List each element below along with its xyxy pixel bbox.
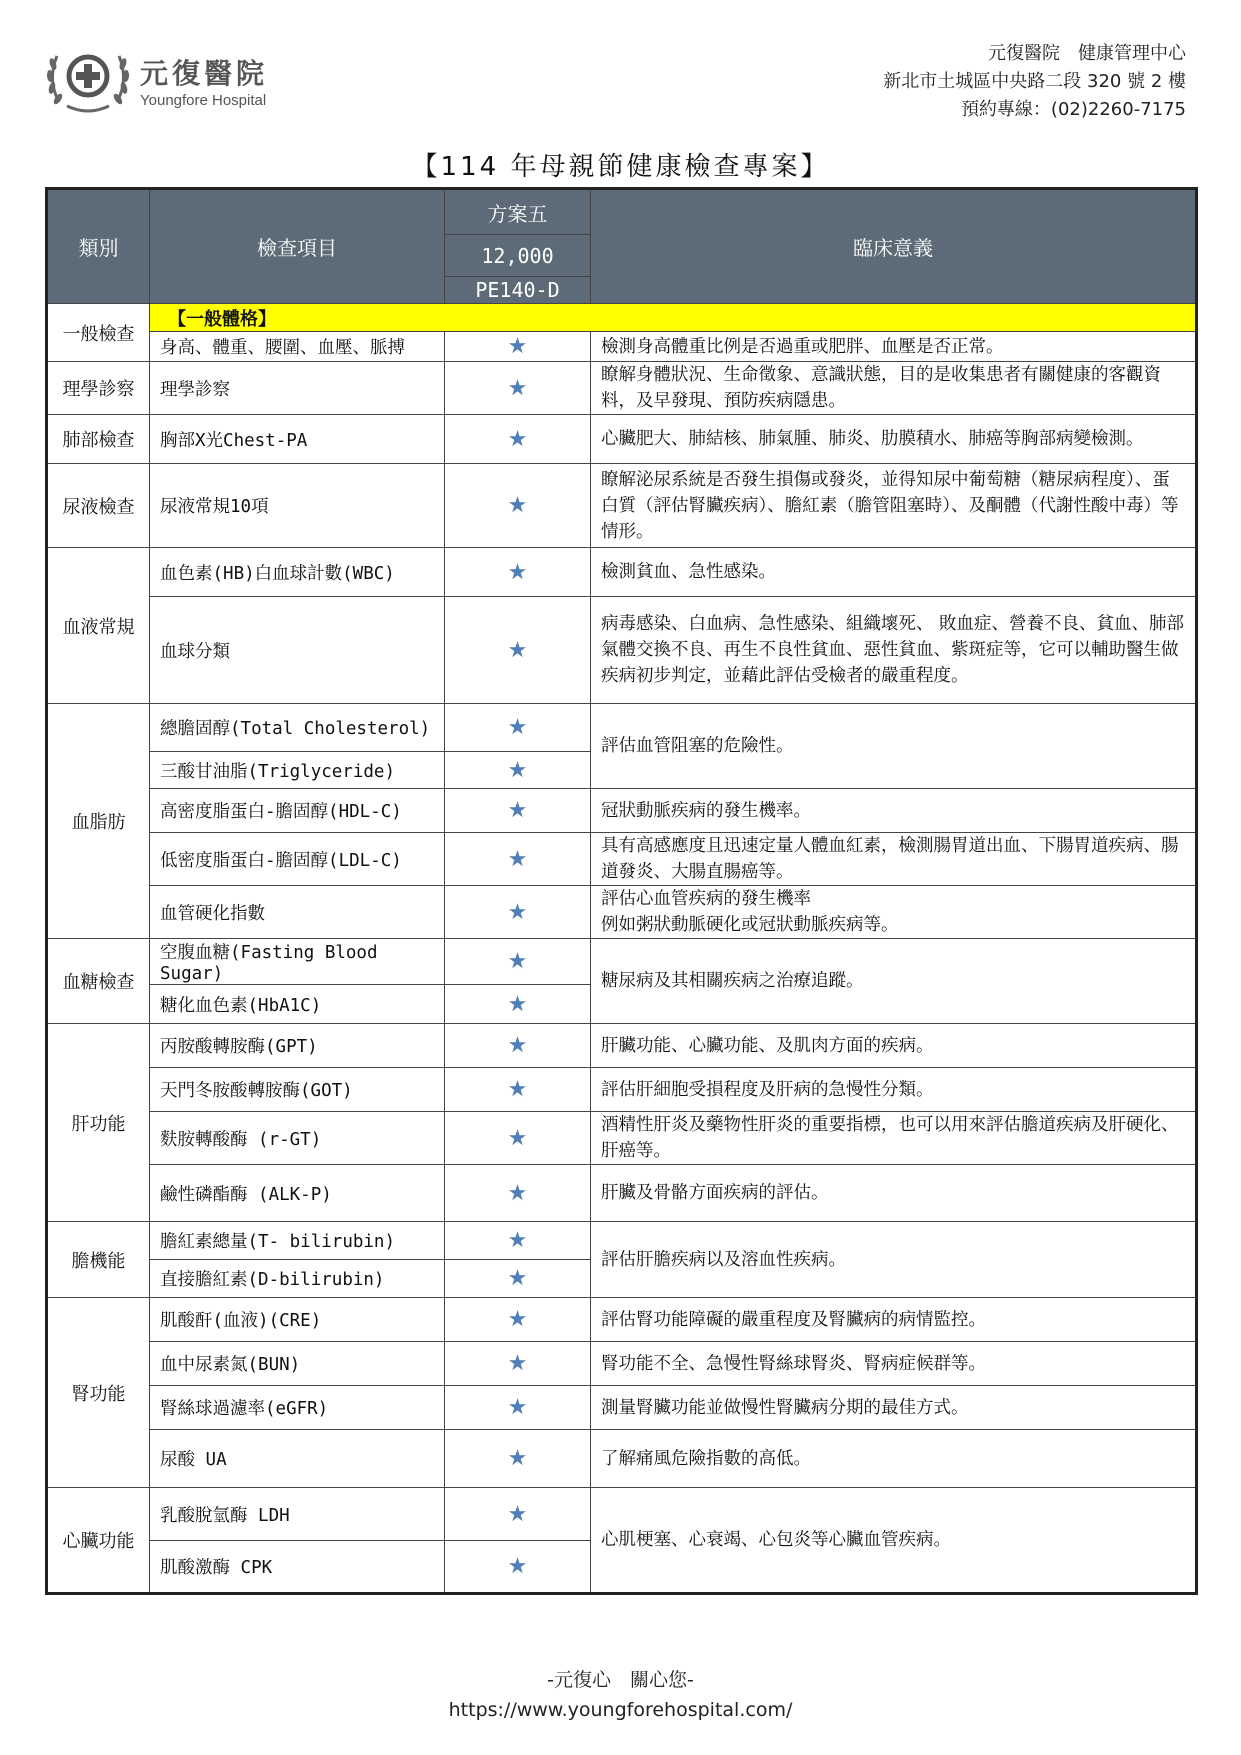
included-star-icon: ★ (445, 464, 591, 548)
header-plan-name: 方案五 (445, 189, 591, 235)
included-star-icon: ★ (445, 332, 591, 362)
included-star-icon: ★ (445, 1024, 591, 1068)
table-row (47, 1342, 1197, 1386)
included-star-icon: ★ (445, 704, 591, 752)
table-header-row (47, 189, 1197, 235)
item-cell: 三酸甘油脂(Triglyceride) (150, 752, 445, 789)
hospital-emblem-icon (45, 44, 131, 114)
item-cell: 天門冬胺酸轉胺酶(GOT) (150, 1068, 445, 1112)
included-star-icon: ★ (445, 752, 591, 789)
item-cell: 血中尿素氮(BUN) (150, 1342, 445, 1386)
category-cell: 尿液檢查 (47, 464, 150, 548)
meaning-cell: 糖尿病及其相關疾病之治療追蹤。 (591, 939, 1197, 1024)
included-star-icon: ★ (445, 548, 591, 597)
table-row (47, 1298, 1197, 1342)
included-star-icon: ★ (445, 1541, 591, 1594)
included-star-icon: ★ (445, 597, 591, 704)
category-cell: 血脂肪 (47, 704, 150, 939)
hospital-name-en: Youngfore Hospital (140, 92, 267, 109)
table-row (47, 704, 1197, 752)
header-plan-price: 12,000 (445, 235, 591, 277)
meaning-cell: 評估肝細胞受損程度及肝病的急慢性分類。 (591, 1068, 1197, 1112)
table-row (47, 415, 1197, 464)
contact-line-dept: 元復醫院 健康管理中心 (988, 43, 1186, 64)
category-cell: 血糖檢查 (47, 939, 150, 1024)
included-star-icon: ★ (445, 362, 591, 415)
table-row (47, 833, 1197, 886)
meaning-cell: 檢測貧血、急性感染。 (591, 548, 1197, 597)
meaning-cell: 評估腎功能障礙的嚴重程度及腎臟病的病情監控。 (591, 1298, 1197, 1342)
meaning-cell: 肝臟功能、心臟功能、及肌肉方面的疾病。 (591, 1024, 1197, 1068)
item-cell: 尿酸 UA (150, 1430, 445, 1488)
table-row (47, 1222, 1197, 1260)
item-cell: 鹼性磷酯酶 (ALK-P) (150, 1165, 445, 1222)
table-row (47, 1024, 1197, 1068)
page-footer (0, 1665, 1241, 1725)
table-row (47, 304, 1197, 332)
included-star-icon: ★ (445, 939, 591, 985)
included-star-icon: ★ (445, 985, 591, 1024)
included-star-icon: ★ (445, 1222, 591, 1260)
category-cell: 心臟功能 (47, 1488, 150, 1594)
meaning-cell: 瞭解身體狀況、生命徵象、意識狀態，目的是收集患者有關健康的客觀資料，及早發現、預防疾病隱患。 (591, 362, 1197, 415)
table-row (47, 362, 1197, 415)
header-item: 檢查項目 (150, 189, 445, 304)
meaning-cell: 病毒感染、白血病、急性感染、組織壞死、 敗血症、營養不良、貧血、肺部氣體交換不良、再生不良性貧血、惡性貧血、紫斑症等，它可以輔助醫生做疾病初步判定，並藉此評估受檢者的嚴重程度。 (591, 597, 1197, 704)
hospital-contact (883, 40, 1186, 124)
checkup-table (45, 187, 1198, 1595)
table-row (47, 886, 1197, 939)
included-star-icon: ★ (445, 1430, 591, 1488)
category-cell: 肝功能 (47, 1024, 150, 1222)
included-star-icon: ★ (445, 1260, 591, 1298)
meaning-cell (591, 886, 1197, 939)
meaning-cell: 評估血管阻塞的危險性。 (591, 704, 1197, 789)
item-cell: 高密度脂蛋白-膽固醇(HDL-C) (150, 789, 445, 833)
meaning-cell: 酒精性肝炎及藥物性肝炎的重要指標，也可以用來評估膽道疾病及肝硬化、肝癌等。 (591, 1112, 1197, 1165)
category-cell: 膽機能 (47, 1222, 150, 1298)
table-row (47, 1488, 1197, 1541)
category-cell: 腎功能 (47, 1298, 150, 1488)
meaning-cell: 心臟肥大、肺結核、肺氣腫、肺炎、肋膜積水、肺癌等胸部病變檢測。 (591, 415, 1197, 464)
item-cell: 腎絲球過濾率(eGFR) (150, 1386, 445, 1430)
item-cell: 低密度脂蛋白-膽固醇(LDL-C) (150, 833, 445, 886)
meaning-cell: 了解痛風危險指數的高低。 (591, 1430, 1197, 1488)
item-cell: 麩胺轉酸酶 (r-GT) (150, 1112, 445, 1165)
category-cell: 理學診察 (47, 362, 150, 415)
table-row (47, 1068, 1197, 1112)
meaning-cell: 肝臟及骨骼方面疾病的評估。 (591, 1165, 1197, 1222)
item-cell: 血球分類 (150, 597, 445, 704)
table-row (47, 1112, 1197, 1165)
item-cell: 空腹血糖(Fasting Blood Sugar) (150, 939, 445, 985)
footer-slogan: -元復心 關心您- (547, 1669, 694, 1691)
item-cell: 乳酸脫氫酶 LDH (150, 1488, 445, 1541)
included-star-icon: ★ (445, 1298, 591, 1342)
item-cell: 直接膽紅素(D-bilirubin) (150, 1260, 445, 1298)
included-star-icon: ★ (445, 1342, 591, 1386)
contact-line-address: 新北市土城區中央路二段 320 號 2 樓 (883, 71, 1186, 92)
meaning-cell: 具有高感應度且迅速定量人體血紅素，檢測腸胃道出血、下腸胃道疾病、腸道發炎、大腸直腸癌等。 (591, 833, 1197, 886)
item-cell: 胸部X光Chest-PA (150, 415, 445, 464)
header-plan-code: PE140-D (445, 277, 591, 304)
item-cell: 總膽固醇(Total Cholesterol) (150, 704, 445, 752)
included-star-icon: ★ (445, 1112, 591, 1165)
meaning-cell: 心肌梗塞、心衰竭、心包炎等心臟血管疾病。 (591, 1488, 1197, 1594)
meaning-cell: 測量腎臟功能並做慢性腎臟病分期的最佳方式。 (591, 1386, 1197, 1430)
meaning-line: 評估心血管疾病的發生機率 (601, 889, 811, 909)
table-row (47, 548, 1197, 597)
included-star-icon: ★ (445, 1488, 591, 1541)
included-star-icon: ★ (445, 789, 591, 833)
item-cell: 丙胺酸轉胺酶(GPT) (150, 1024, 445, 1068)
item-cell: 膽紅素總量(T- bilirubin) (150, 1222, 445, 1260)
table-row (47, 1165, 1197, 1222)
item-cell: 肌酸酐(血液)(CRE) (150, 1298, 445, 1342)
item-cell: 尿液常規10項 (150, 464, 445, 548)
category-cell: 一般檢查 (47, 304, 150, 362)
table-row (47, 1430, 1197, 1488)
table-row (47, 597, 1197, 704)
item-cell: 血色素(HB)白血球計數(WBC) (150, 548, 445, 597)
table-row (47, 789, 1197, 833)
meaning-cell: 瞭解泌尿系統是否發生損傷或發炎，並得知尿中葡萄糖（糖尿病程度）、蛋白質（評估腎臟疾病）、膽紅素（膽管阻塞時）、及酮體（代謝性酸中毒）等情形。 (591, 464, 1197, 548)
included-star-icon: ★ (445, 1068, 591, 1112)
meaning-line: 例如粥狀動脈硬化或冠狀動脈疾病等。 (601, 915, 899, 935)
table-row (47, 332, 1197, 362)
category-cell: 肺部檢查 (47, 415, 150, 464)
section-label: 【一般體格】 (150, 304, 1197, 332)
item-cell: 肌酸激酶 CPK (150, 1541, 445, 1594)
meaning-cell: 檢測身高體重比例是否過重或肥胖、血壓是否正常。 (591, 332, 1197, 362)
meaning-cell: 冠狀動脈疾病的發生機率。 (591, 789, 1197, 833)
category-cell: 血液常規 (47, 548, 150, 704)
header-category: 類別 (47, 189, 150, 304)
table-row (47, 464, 1197, 548)
included-star-icon: ★ (445, 1165, 591, 1222)
meaning-cell: 腎功能不全、急慢性腎絲球腎炎、腎病症候群等。 (591, 1342, 1197, 1386)
item-cell: 糖化血色素(HbA1C) (150, 985, 445, 1024)
hospital-logo (45, 44, 285, 114)
table-row (47, 1386, 1197, 1430)
included-star-icon: ★ (445, 833, 591, 886)
footer-url[interactable]: https://www.youngforehospital.com/ (448, 1699, 793, 1721)
item-cell: 理學診察 (150, 362, 445, 415)
item-cell: 身高、體重、腰圍、血壓、脈搏 (150, 332, 445, 362)
included-star-icon: ★ (445, 1386, 591, 1430)
meaning-cell: 評估肝膽疾病以及溶血性疾病。 (591, 1222, 1197, 1298)
item-cell: 血管硬化指數 (150, 886, 445, 939)
contact-line-phone: 預約專線：(02)2260-7175 (960, 99, 1186, 120)
header-meaning: 臨床意義 (591, 189, 1197, 304)
included-star-icon: ★ (445, 886, 591, 939)
included-star-icon: ★ (445, 415, 591, 464)
hospital-name: 元復醫院 (140, 57, 269, 90)
table-row (47, 939, 1197, 985)
document-title: 【114 年母親節健康檢查專案】 (411, 152, 830, 182)
